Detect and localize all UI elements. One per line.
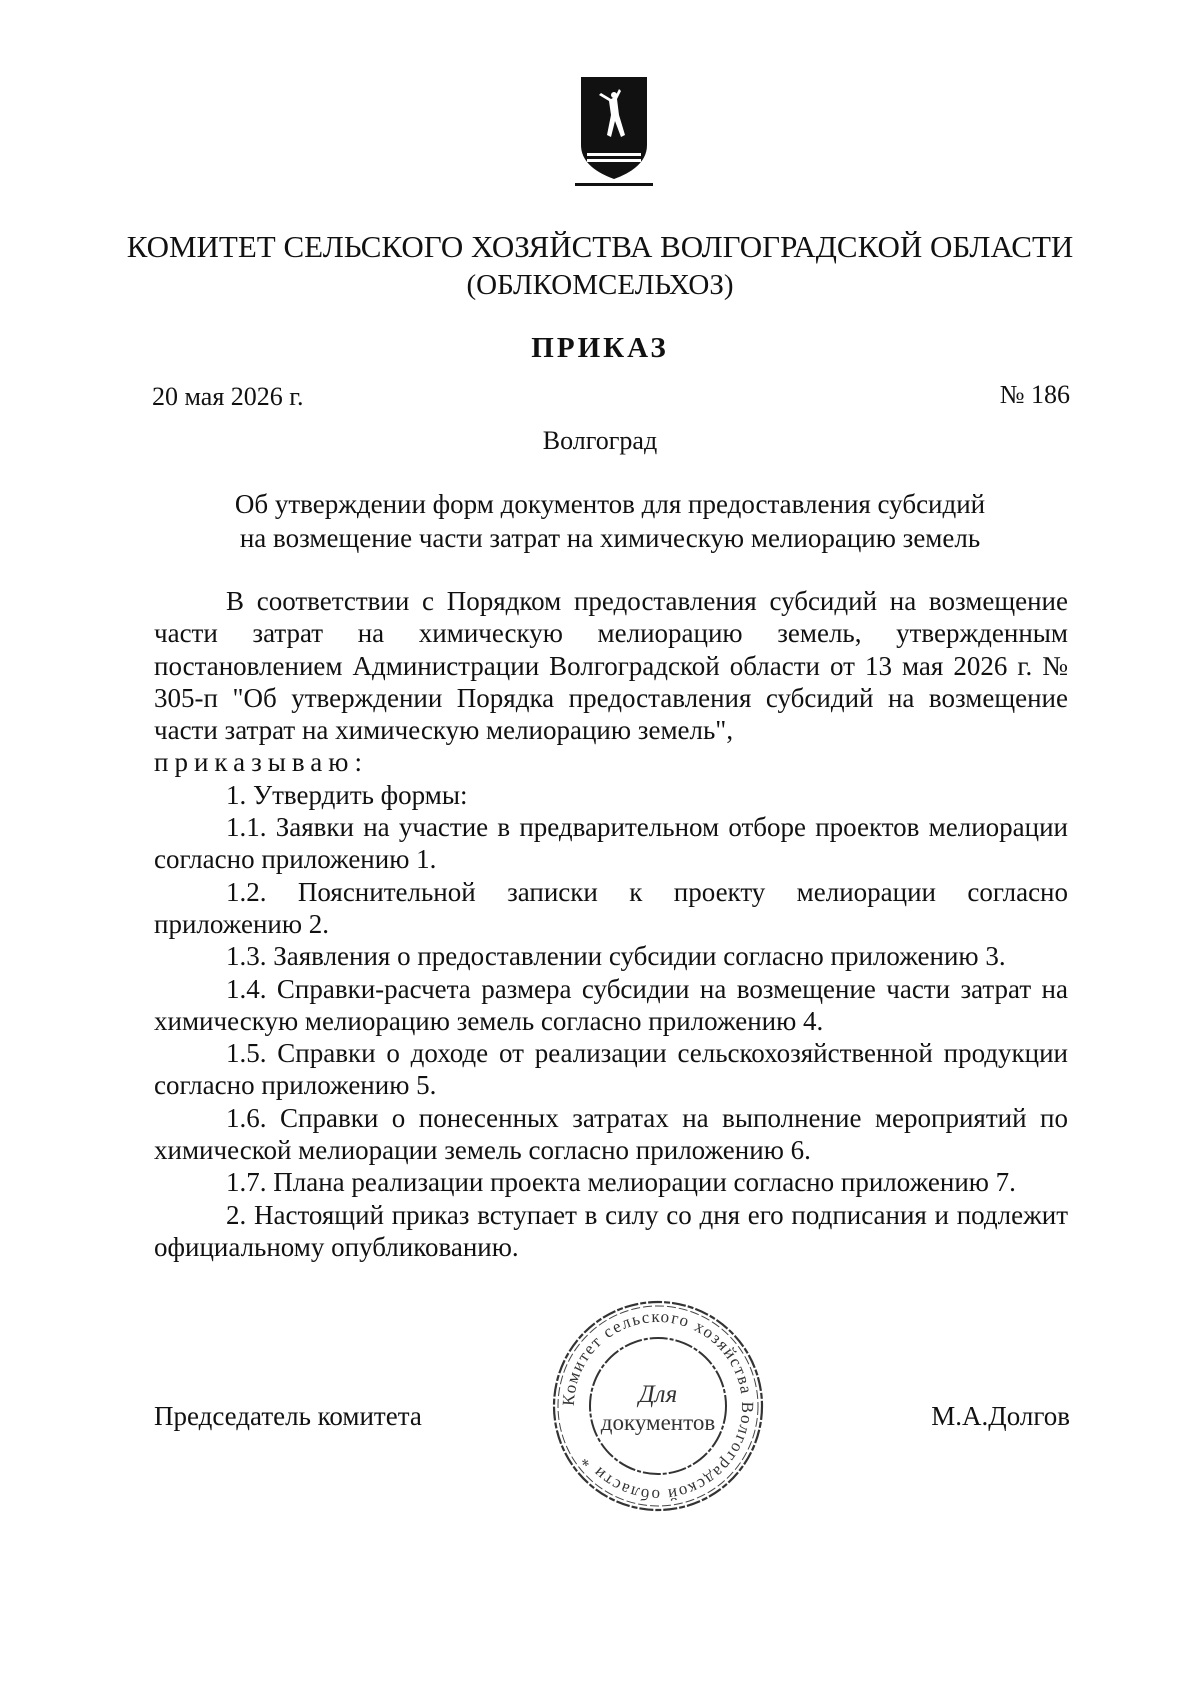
body-item: 1.3. Заявления о предоставлении субсидии согласно приложению 3.: [226, 941, 1006, 972]
body-item: 1. Утвердить формы:: [226, 779, 468, 810]
document-date: 20 мая 2026 г.: [152, 382, 304, 411]
document-city: Волгоград: [542, 426, 658, 455]
body-item: 1.2. Пояснительной записки к проекту мелиорации согласно приложению 2.: [154, 876, 1068, 939]
subject-line: Об утверждении форм документов для предоставления субсидий: [234, 489, 986, 519]
organization-short-name: (ОБЛКОМСЕЛЬХОЗ): [466, 269, 734, 301]
body-item: 1.1. Заявки на участие в предварительном отборе проектов мелиорации согласно приложению 1.: [154, 812, 1068, 875]
official-stamp: [548, 1296, 768, 1516]
stamp-center-line1: Для: [638, 1381, 678, 1408]
body-item: 2. Настоящий приказ вступает в силу со дня его подписания и подлежит официальному опубликованию.: [154, 1199, 1068, 1262]
subject-line: на возмещение части затрат на химическую мелиорацию земель: [239, 523, 981, 553]
document-type: ПРИКАЗ: [531, 332, 669, 364]
body-item: 1.4. Справки-расчета размера субсидии на возмещение части затрат на химическую мелиорацию земель согласно приложению 4.: [154, 973, 1068, 1036]
stamp-center-line2: документов: [600, 1410, 716, 1435]
document-body: [154, 585, 1068, 1263]
body-item: 1.5. Справки о доходе от реализации сельскохозяйственной продукции согласно приложению 5.: [154, 1038, 1068, 1101]
stamp-ring-text: Комитет сельского хозяйства Волгоградской области *: [558, 1306, 758, 1506]
body-item: 1.7. Плана реализации проекта мелиорации согласно приложению 7.: [226, 1167, 1016, 1198]
signatory-position: Председатель комитета: [154, 1401, 422, 1431]
volgograd-emblem-icon: [575, 75, 653, 187]
signatory-name: М.А.Долгов: [931, 1401, 1070, 1431]
document-number: № 186: [999, 380, 1070, 409]
body-preamble: В соответствии с Порядком предоставления субсидий на возмещение части затрат на химическую мелиорацию земель, утвержденным постановлением Администрации Волгоградской области от 13 мая 2026 г. № 305-п "Об утверждении Порядка предоставления субсидий на возмещение части затрат на химическую мелиорацию земель",: [154, 586, 1068, 746]
organization-name: КОМИТЕТ СЕЛЬСКОГО ХОЗЯЙСТВА ВОЛГОГРАДСКОЙ ОБЛАСТИ: [126, 229, 1074, 264]
order-word: приказываю:: [154, 747, 368, 778]
document-subject: [150, 487, 1070, 555]
body-item: 1.6. Справки о понесенных затратах на выполнение мероприятий по химической мелиорации земель согласно приложению 6.: [154, 1102, 1068, 1166]
